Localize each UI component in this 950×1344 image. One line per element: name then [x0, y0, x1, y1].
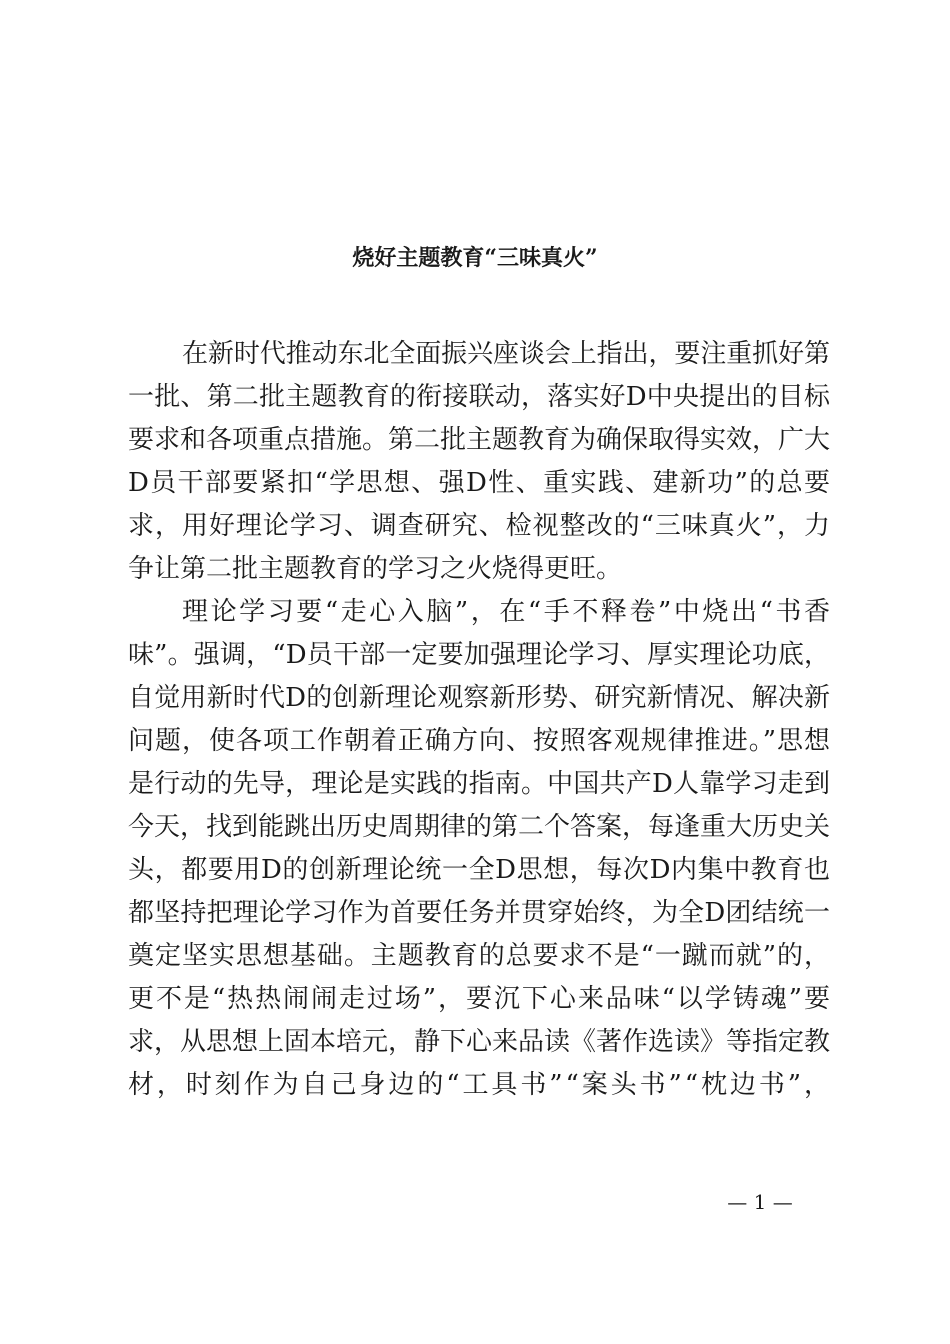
body-line: 求，从思想上固本培元，静下心来品读《著作选读》等指定教 [128, 1027, 830, 1057]
body-line: 是行动的先导，理论是实践的指南。中国共产D人靠学习走到 [128, 769, 831, 799]
body-line: 一批、第二批主题教育的衔接联动，落实好D中央提出的目标 [128, 382, 831, 412]
body-line: 自觉用新时代D的创新理论观察新形势、研究新情况、解决新 [128, 683, 831, 713]
document-title: 烧好主题教育“三味真火” [352, 245, 598, 271]
body-line: 求，用好理论学习、调查研究、检视整改的“三味真火”，力 [128, 511, 831, 541]
body-line: 在新时代推动东北全面振兴座谈会上指出，要注重抓好第 [182, 339, 830, 369]
body-line: 要求和各项重点措施。第二批主题教育为确保取得实效，广大 [128, 425, 830, 455]
body-line: 奠定坚实思想基础。主题教育的总要求不是“一蹴而就”的， [128, 941, 831, 971]
body-line: 今天，找到能跳出历史周期律的第二个答案，每逢重大历史关 [128, 812, 830, 842]
body-line: 更不是“热热闹闹走过场”，要沉下心来品味“以学铸魂”要 [128, 984, 832, 1014]
page-number: — 1 — [727, 1190, 793, 1214]
body-line: 都坚持把理论学习作为首要任务并贯穿始终，为全D团结统一 [128, 898, 831, 928]
body-line: 味”。强调，“D员干部一定要加强理论学习、厚实理论功底， [128, 640, 831, 670]
body-line: 理论学习要“走心入脑”，在“手不释卷”中烧出“书香 [182, 597, 833, 627]
body-line: 争让第二批主题教育的学习之火烧得更旺。 [128, 554, 623, 584]
body-line: 材，时刻作为自己身边的“工具书”“案头书”“枕边书”， [128, 1070, 833, 1100]
body-line: 问题，使各项工作朝着正确方向、按照客观规律推进。”思想 [128, 726, 831, 756]
body-line: 头，都要用D的创新理论统一全D思想，每次D内集中教育也 [128, 855, 831, 885]
body-line: D员干部要紧扣“学思想、强D性、重实践、建新功”的总要 [128, 468, 832, 498]
